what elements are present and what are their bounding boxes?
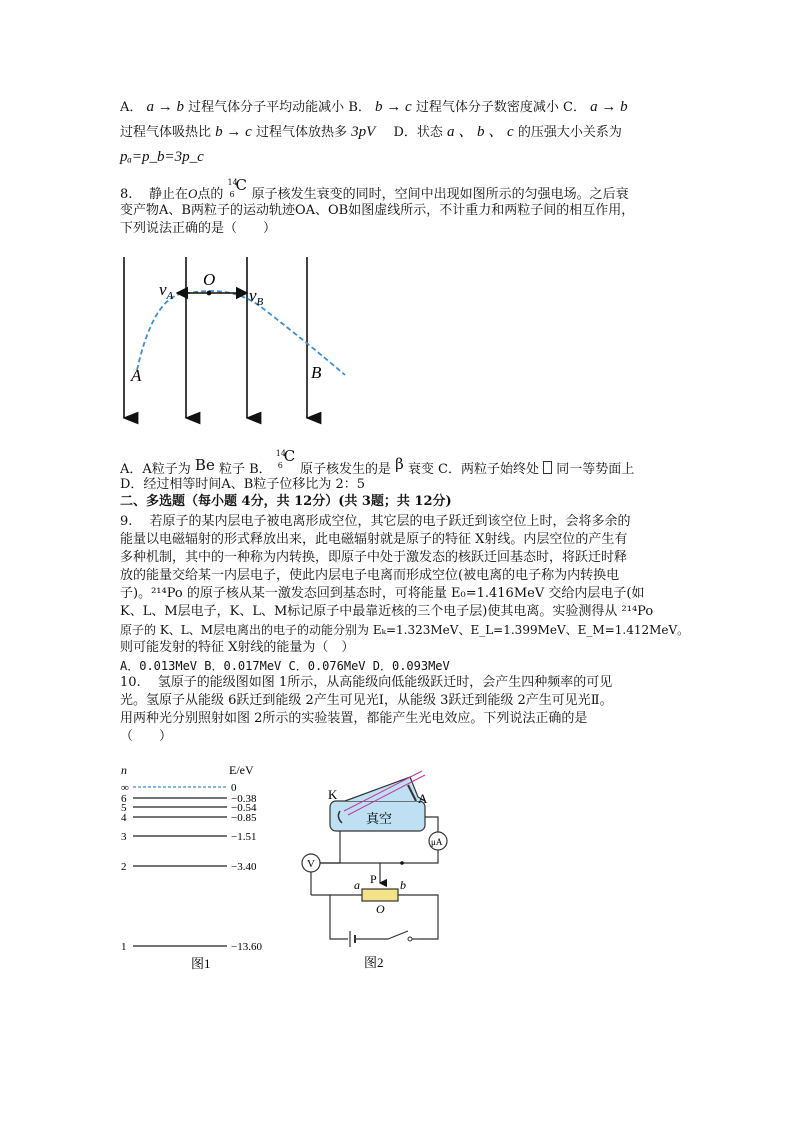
- q10-line-3: 用两种光分别照射如图 2所示的实验装置，都能产生光电效应。下列说法正确的是: [120, 711, 588, 726]
- q7-option-c-math: a → b: [590, 99, 628, 115]
- q9-line-7: 原子的 K、L、M层电离出的电子的动能分别为 Eₖ=1.323MeV、E_L=1.399MeV、E_M=1.412MeV。: [120, 623, 690, 637]
- energy-level-diagram: [115, 760, 275, 975]
- energy-level-value: −0.38: [231, 793, 257, 805]
- q7-option-a-prefix: A．: [120, 100, 143, 115]
- q8-stem-line-1: [120, 176, 629, 204]
- energy-level-value: −3.40: [231, 861, 257, 873]
- microammeter-label: μA: [431, 837, 443, 847]
- q9-line-5: 子)。²¹⁴Po 的原子核从某一激发态回到基态时，可将能量 E₀=1.416MeV 交给内层电子(如: [120, 586, 645, 601]
- junction: [400, 861, 404, 865]
- switch-contact: [408, 937, 412, 941]
- q8-option-b-isotope: 14 6 C: [275, 447, 296, 470]
- q8-text-1c: 原子核发生衰变的同时，空间中出现如图所示的匀强电场。之后衰: [251, 187, 629, 202]
- q8-point-o: O: [187, 186, 198, 201]
- label-k: K: [328, 787, 338, 802]
- q10-line-4: （ ）: [120, 729, 173, 744]
- q7-option-d-math: a 、 b 、 c: [447, 124, 514, 140]
- wire-right: [402, 850, 438, 863]
- label-a-end: a: [354, 878, 360, 892]
- q8-option-c-tail: 同一等势面上: [556, 462, 635, 477]
- q8-option-a-symbol: Be: [194, 456, 215, 474]
- q9-line-6: K、L、M层电子，K、L、M标记原子中最靠近核的三个电子层)使其电离。实验测得从 ²¹⁴Po: [120, 604, 654, 619]
- energy-level-value: 0: [231, 782, 237, 794]
- vacuum-label: 真空: [366, 811, 393, 826]
- q7-option-c-math3: 3pV: [351, 124, 376, 140]
- q10-line-1: 10. 氢原子的能级图如图 1所示，从高能级向低能级跃迁时，会产生四种频率的可见: [120, 675, 613, 690]
- rheostat: [362, 889, 398, 901]
- n-axis-label: n: [121, 763, 127, 777]
- label-a: A: [418, 791, 428, 806]
- velocity-label-a: $v_A$: [159, 280, 174, 302]
- q9-line-1: 9. 若原子的某内层电子被电离形成空位，其它层的电子跃迁到该空位上时，会将多余的: [120, 514, 631, 529]
- section-heading: 二、多选题（每小题 4分，共 12分）(共 3题；共 12分): [120, 494, 452, 509]
- q8-option-a: A．A粒子为: [120, 462, 191, 477]
- q9-options: A．0.013MeV B．0.017MeV C．0.076MeV D．0.093MeV: [120, 659, 450, 673]
- q8-option-a-tail: 粒子 B．: [218, 462, 272, 477]
- q8-option-b-tail: 原子核发生的是: [299, 462, 391, 477]
- label-b-end: b: [400, 878, 406, 892]
- q7-option-a-math: a → b: [146, 99, 185, 115]
- q9-line-3: 多种机制，其中的一种称为内转换，即原子中处于激发态的核跃迁回基态时，将跃迁时释: [120, 550, 628, 565]
- wire-anode: [425, 817, 438, 833]
- figure-1-caption: 图1: [191, 956, 211, 971]
- missing-glyph-box: [543, 461, 552, 474]
- energy-level-n: 5: [121, 802, 127, 814]
- q7-option-b-text: 过程气体分子数密度减小: [415, 100, 559, 115]
- point-label-a: A: [131, 366, 142, 385]
- q8-text-1a: 静止在: [148, 187, 188, 202]
- photoelectric-apparatus: [300, 765, 450, 975]
- energy-level-n: 6: [121, 793, 127, 805]
- q8-field-figure: [115, 255, 355, 435]
- q7-option-c-text2: 过程气体放热多: [255, 125, 347, 140]
- q8-stem-line-3: 下列说法正确的是（ ）: [120, 221, 277, 236]
- label-o: O: [376, 902, 385, 916]
- energy-axis-label: E/eV: [229, 763, 254, 777]
- energy-level-n: 3: [121, 831, 127, 843]
- q7-option-d-prefix: D．状态: [393, 125, 443, 140]
- tube-neck: [345, 777, 425, 801]
- wire-rheo-left: [330, 895, 362, 939]
- q7-option-line-1: [120, 98, 628, 117]
- q8-option-d: D．经过相等时间A、B粒子位移比为 2：5: [120, 477, 366, 492]
- q8-isotope-mass: 14: [227, 178, 238, 187]
- label-p: P: [370, 872, 377, 886]
- q8-option-b-tail2: 衰变 C．两粒子始终处: [407, 462, 539, 477]
- energy-level-n: 2: [121, 861, 127, 873]
- q8-isotope: [227, 176, 248, 199]
- q7-option-d-text: 的压强大小关系为: [517, 125, 622, 140]
- beta-symbol: β: [395, 455, 404, 473]
- switch-lever: [388, 931, 408, 939]
- q8-text-1b: 点的: [197, 187, 224, 202]
- q9-line-4: 放的能量交给某一内层电子，使此内层电子电离而形成空位(被电离的电子称为内转换电: [120, 568, 620, 583]
- q8-isotope-z: 6: [229, 190, 235, 199]
- q7-option-c-text1: 过程气体吸热比: [120, 125, 212, 140]
- q9-line-8: 则可能发射的特征 X射线的能量为（ ）: [120, 640, 355, 655]
- q7-option-b-math: b → c: [375, 99, 412, 115]
- origin-point: [207, 291, 212, 296]
- q8-number: 8.: [120, 187, 133, 202]
- q7-option-a-text: 过程气体分子平均动能减小: [188, 100, 345, 115]
- q8-isotope-symbol: C: [235, 176, 247, 194]
- q7-option-c-prefix: C．: [563, 100, 586, 115]
- energy-level-n: ∞: [121, 782, 129, 794]
- figure-2-caption: 图2: [364, 955, 384, 970]
- q7-option-b-prefix: B．: [348, 100, 371, 115]
- q9-line-2: 能量以电磁辐射的形式释放出来，此电磁辐射就是原子的特征 X射线。内层空位的产生有: [120, 532, 628, 547]
- energy-level-value: −0.54: [231, 802, 257, 814]
- energy-level-n: 4: [121, 812, 127, 824]
- q7-option-line-2: [120, 123, 622, 142]
- q7-option-c-math2: b → c: [215, 124, 252, 140]
- energy-level-n: 1: [121, 941, 127, 953]
- energy-level-value: −1.51: [231, 831, 257, 843]
- q8-stem-line-2: 变产物A、B两粒子的运动轨迹OA、OB如图虚线所示，不计重力和两粒子间的相互作用，: [120, 203, 635, 218]
- energy-level-value: −0.85: [231, 812, 257, 824]
- point-label-o: O: [203, 270, 216, 289]
- point-label-b: B: [311, 363, 322, 382]
- voltmeter-label: V: [307, 858, 315, 870]
- q10-line-2: 光。氢原子从能级 6跃迁到能级 2产生可见光Ⅰ，从能级 3跃迁到能级 2产生可见光Ⅱ。: [120, 693, 613, 708]
- energy-level-value: −13.60: [231, 941, 262, 953]
- velocity-label-b: $v_B$: [249, 286, 264, 308]
- q7-option-d-formula: pₐ=p_b=3p_c: [120, 149, 204, 165]
